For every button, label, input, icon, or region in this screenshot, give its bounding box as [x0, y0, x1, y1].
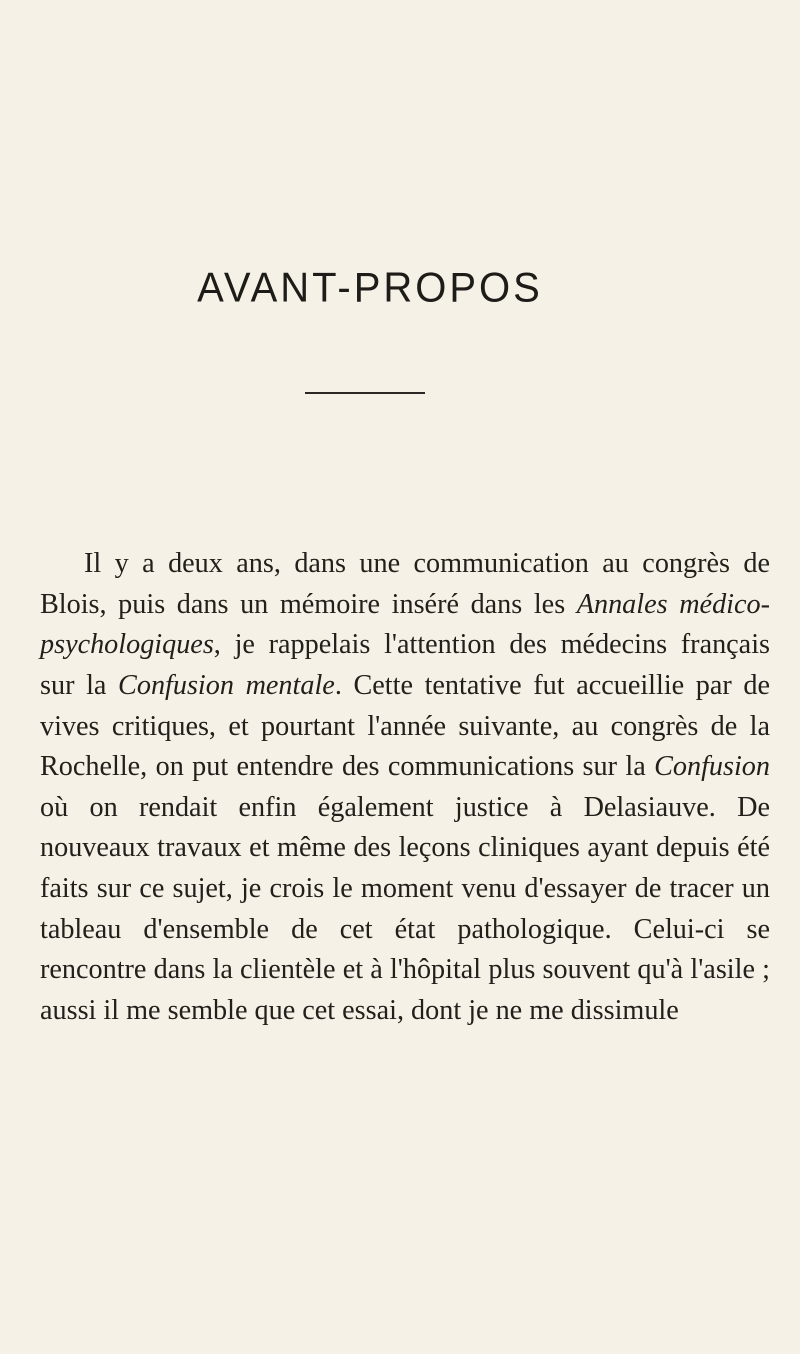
- page-title: AVANT-PROPOS: [197, 264, 543, 312]
- body-text-segment-4: où on rendait enfin également justice à Delasiauve. De nouveaux travaux et même des leçons cliniques ayant depuis été faits sur ce sujet, je crois le moment venu d'essayer de tracer un tableau d'ensemble de cet état pathologique. Celui-ci se rencontre dans la clientèle et à l'hôpital plus souvent qu'à l'asile ; aussi il me semble que cet essai, dont je ne me dissimule: [40, 791, 770, 1026]
- body-text-segment-2: , je rappelais l'attention des médecins français sur la: [40, 629, 770, 701]
- body-paragraph: [40, 544, 770, 1031]
- term-confusion-italic: Confusion: [654, 751, 770, 783]
- body-text-segment-3: . Cette tentative fut accueillie par de vives critiques, et pourtant l'année suivante, au congrès de la Rochelle, on put entendre des communications sur la: [40, 669, 771, 783]
- journal-title-italic: Annales médico-psychologiques: [40, 588, 770, 661]
- title-rule: [305, 392, 425, 394]
- term-confusion-mentale-italic: Confusion mentale: [118, 669, 335, 701]
- body-text-segment-1: Il y a deux ans, dans une communication au congrès de Blois, puis dans un mémoire inséré dans les: [40, 548, 770, 620]
